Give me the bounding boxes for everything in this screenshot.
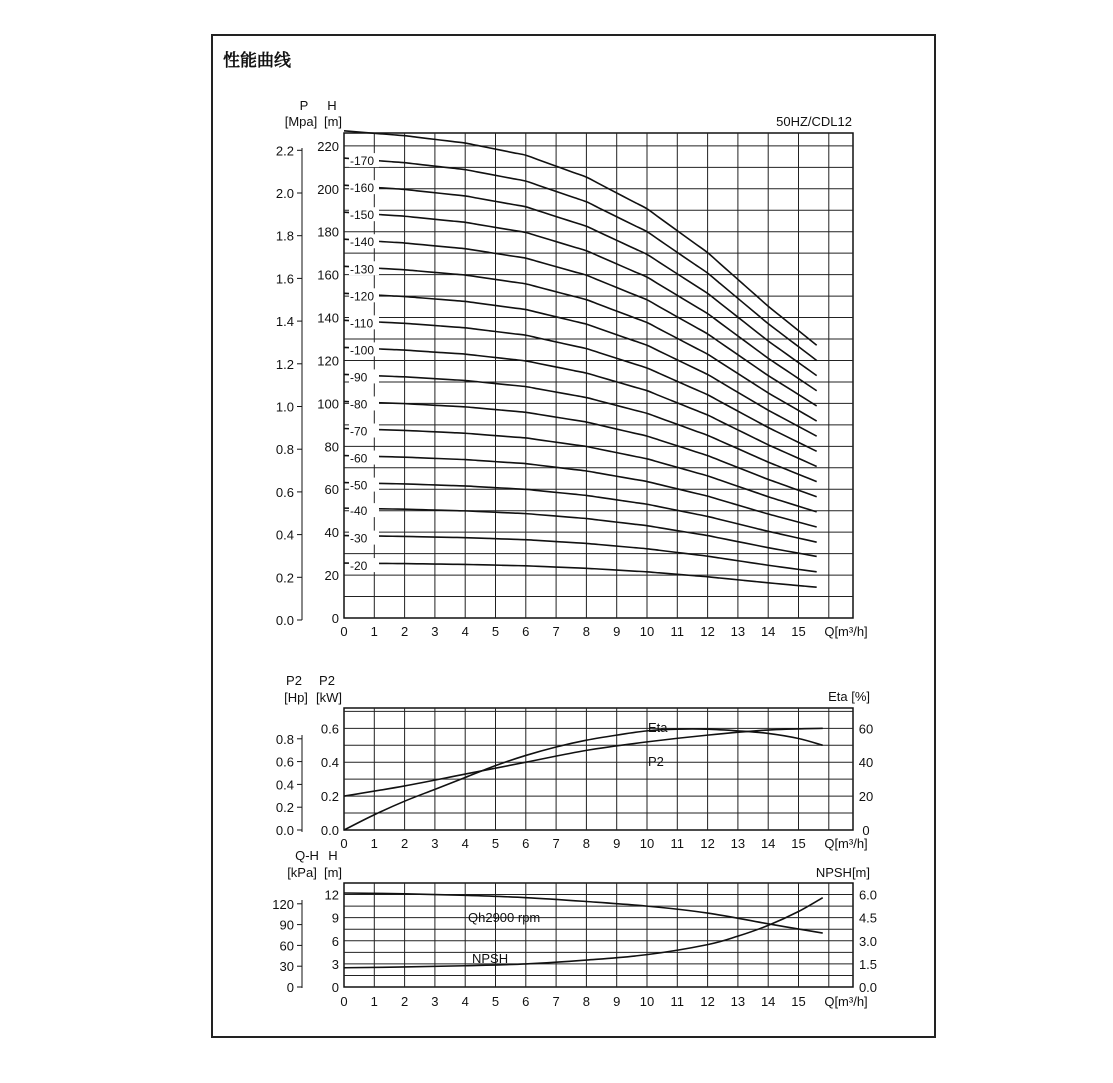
p-y-tick-label: 0.8	[275, 442, 294, 458]
p-y-tick-label: 0.0	[275, 613, 294, 628]
p2-x-tick-label: 1	[370, 836, 378, 851]
hq-curve-label: -140	[350, 235, 375, 250]
hq-y-tick-label: 120	[317, 353, 339, 369]
hq-curve	[344, 374, 817, 481]
p2-x-tick-label: 6	[522, 836, 530, 851]
qh-plot-frame	[344, 883, 853, 987]
hq-x-tick-label: 12	[700, 624, 715, 639]
qh-x-tick-label: 13	[730, 994, 746, 1009]
kpa-tick-label: 30	[279, 959, 294, 975]
npsh-tick-label: 3.0	[858, 933, 878, 949]
p-y-tick-label: 1.2	[275, 356, 294, 372]
hp-axis-label: P2	[286, 673, 302, 688]
hq-curve-label: -120	[350, 289, 375, 304]
hq-x-tick-label: 3	[431, 624, 439, 639]
p2-axis-unit: [kW]	[316, 690, 342, 705]
qh-x-tick-label: 14	[760, 994, 776, 1009]
qh-x-tick-label: 8	[582, 994, 591, 1009]
p-y-tick-label: 1.8	[275, 228, 294, 244]
hq-x-tick-label: 15	[791, 624, 806, 639]
p-y-tick-label: 1.6	[275, 271, 294, 287]
qh-x-tick-label: 11	[670, 994, 685, 1009]
qh-x-tick-label: 12	[700, 994, 715, 1009]
qh-axis-unit: [m]	[323, 865, 343, 880]
hq-y-tick-label: 40	[324, 525, 339, 541]
p-y-tick-label: 2.0	[275, 186, 294, 201]
hq-x-tick-label: 9	[613, 624, 621, 639]
p-y-tick-label: 1.0	[275, 399, 294, 415]
hq-curve-label: -60	[350, 451, 368, 466]
p2-kw-tick-label: 0.0	[320, 823, 339, 838]
p2-x-axis-label: Q[m³/h]	[824, 836, 868, 851]
hq-x-tick-label: 13	[730, 624, 746, 639]
page-title: 性能曲线	[223, 51, 291, 71]
qh-x-tick-label: 7	[552, 994, 560, 1009]
qh-h-tick-label: 6	[331, 933, 339, 949]
eta-series-label: Eta	[648, 720, 668, 735]
npsh-tick-label: 0.0	[858, 980, 878, 995]
p2-x-tick-label: 15	[791, 836, 806, 851]
qh-x-tick-label: 15	[791, 994, 806, 1009]
qh-h-tick-label: 9	[331, 910, 339, 926]
hq-y-tick-label: 160	[317, 267, 339, 283]
hq-x-tick-label: 0	[340, 624, 348, 639]
hq-curve-label: -40	[350, 504, 368, 519]
hq-y-tick-label: 0	[331, 611, 339, 626]
hq-x-tick-label: 14	[760, 624, 776, 639]
npsh-series-label: NPSH	[472, 951, 509, 966]
hq-y-tick-label: 80	[324, 439, 339, 455]
qh-x-tick-label: 1	[370, 994, 378, 1009]
p2-x-tick-label: 13	[730, 836, 746, 851]
hq-x-axis-label: Q[m³/h]	[824, 624, 868, 639]
p2-kw-tick-label: 0.4	[320, 755, 339, 771]
qh-h-tick-label: 0	[331, 980, 339, 995]
p2-x-tick-label: 4	[461, 836, 469, 851]
qh-h-tick-label: 12	[324, 887, 339, 903]
h-axis-label: H	[327, 98, 337, 113]
qh-x-tick-label: 4	[461, 994, 469, 1009]
kpa-tick-label: 120	[272, 896, 294, 912]
kpa-axis-label: Q-H	[295, 848, 319, 863]
hq-y-tick-label: 60	[324, 482, 339, 498]
qh2900-series-label: Qh2900 rpm	[468, 910, 541, 925]
kpa-axis-unit: [kPa]	[287, 865, 317, 880]
qh-x-tick-label: 6	[522, 994, 530, 1009]
p2-x-tick-label: 11	[670, 836, 685, 851]
hq-y-tick-label: 200	[317, 181, 339, 197]
p-y-tick-label: 0.6	[275, 484, 294, 500]
hq-curve	[344, 131, 817, 345]
hq-curve	[344, 212, 817, 391]
hq-curve-label: -20	[350, 559, 368, 574]
hq-curve-label: -50	[350, 478, 368, 493]
p2-kw-tick-label: 0.2	[320, 789, 339, 805]
p2-x-tick-label: 3	[431, 836, 439, 851]
hp-tick-label: 0.8	[275, 731, 294, 747]
p2-x-tick-label: 10	[639, 836, 655, 851]
p2-x-tick-label: 14	[760, 836, 776, 851]
hq-y-tick-label: 100	[317, 396, 339, 412]
qh-x-tick-label: 3	[431, 994, 439, 1009]
p2-x-tick-label: 7	[552, 836, 560, 851]
hq-x-tick-label: 2	[400, 624, 409, 639]
hp-tick-label: 0.4	[275, 777, 294, 793]
npsh-tick-label: 4.5	[858, 910, 878, 926]
qh-x-tick-label: 5	[491, 994, 500, 1009]
qh-axis-label: H	[328, 848, 338, 863]
npsh-tick-label: 1.5	[858, 956, 878, 972]
hq-curve-label: -90	[350, 370, 368, 385]
hq-y-tick-label: 220	[317, 138, 339, 154]
qh-x-tick-label: 9	[613, 994, 621, 1009]
hq-x-tick-label: 7	[552, 624, 560, 639]
p-y-tick-label: 1.4	[275, 314, 294, 330]
hq-y-tick-label: 180	[317, 224, 339, 240]
eta-tick-label: 20	[858, 789, 874, 805]
eta-tick-label: 60	[858, 721, 874, 737]
npsh-tick-label: 6.0	[858, 887, 878, 903]
p-y-tick-label: 0.2	[275, 570, 294, 586]
hp-tick-label: 0.0	[275, 823, 294, 838]
hq-curve	[344, 483, 817, 543]
hq-x-tick-label: 6	[522, 624, 530, 639]
hq-x-tick-label: 11	[670, 624, 685, 639]
h-axis-unit: [m]	[323, 114, 343, 129]
hq-curve-label: -100	[350, 343, 375, 358]
qh-x-tick-label: 2	[400, 994, 409, 1009]
hp-axis-unit: [Hp]	[284, 690, 308, 705]
hq-curve	[344, 347, 817, 466]
hq-x-tick-label: 5	[491, 624, 500, 639]
hq-x-tick-label: 10	[639, 624, 655, 639]
hp-tick-label: 0.6	[275, 754, 294, 770]
hq-x-tick-label: 1	[370, 624, 378, 639]
hq-curve-label: -70	[350, 424, 368, 439]
eta-tick-label: 40	[858, 755, 874, 771]
npsh-curve	[344, 898, 823, 968]
hq-curve-label: -170	[350, 154, 375, 169]
qh-x-tick-label: 0	[340, 994, 348, 1009]
kpa-tick-label: 60	[279, 938, 294, 954]
p2-x-tick-label: 12	[700, 836, 715, 851]
hq-curve-label: -160	[350, 181, 375, 196]
qh-x-axis-label: Q[m³/h]	[824, 994, 868, 1009]
hq-y-tick-label: 20	[324, 568, 339, 584]
p2-kw-tick-label: 0.6	[320, 721, 339, 737]
hq-curve-label: -130	[350, 262, 375, 277]
p2-x-tick-label: 2	[400, 836, 409, 851]
hq-y-tick-label: 140	[317, 310, 339, 326]
p2-axis-label: P2	[319, 673, 335, 688]
npsh-axis-label: NPSH[m]	[815, 865, 870, 880]
p2-x-tick-label: 0	[340, 836, 348, 851]
p2-x-tick-label: 5	[491, 836, 500, 851]
eta-axis-label: Eta [%]	[828, 689, 870, 704]
kpa-tick-label: 0	[286, 980, 294, 995]
p-axis-label: P	[299, 98, 309, 113]
hp-tick-label: 0.2	[275, 800, 294, 816]
eta-tick-label: 0	[862, 823, 870, 838]
hq-curve-label: -30	[350, 531, 368, 546]
hq-curve-label: -150	[350, 208, 375, 223]
p2-plot-frame	[344, 708, 853, 830]
hq-curve-label: -80	[350, 397, 368, 412]
p-axis-unit: [Mpa]	[284, 114, 318, 129]
hq-chart-title: 50HZ/CDL12	[776, 114, 852, 129]
hq-curve	[344, 456, 817, 527]
qh-x-tick-label: 10	[639, 994, 655, 1009]
kpa-tick-label: 90	[279, 917, 294, 933]
p-y-tick-label: 2.2	[275, 143, 294, 159]
hq-curve-label: -110	[350, 316, 374, 331]
p-y-tick-label: 0.4	[275, 527, 294, 543]
p2-x-tick-label: 9	[613, 836, 621, 851]
p2-series-label: P2	[648, 754, 664, 769]
p2-x-tick-label: 8	[582, 836, 591, 851]
hq-x-tick-label: 4	[461, 624, 469, 639]
qh-h-tick-label: 3	[331, 956, 339, 972]
hq-x-tick-label: 8	[582, 624, 591, 639]
qh2900-curve	[344, 893, 823, 933]
